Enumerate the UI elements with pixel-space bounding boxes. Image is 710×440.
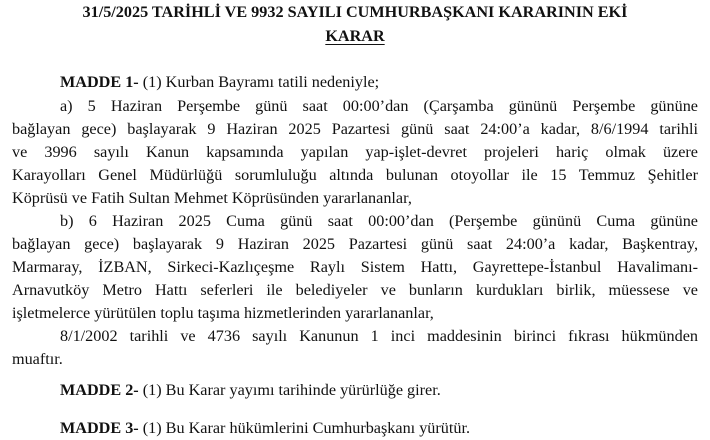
madde-1-c-line: 8/1/2002 tarihli ve 4736 sayılı Kanunun 1 inci maddesinin birinci fıkrası hükmünden (60, 327, 698, 345)
madde-1-label: MADDE 1- (60, 73, 139, 91)
madde-2-label: MADDE 2- (60, 381, 139, 399)
madde-1-c-line: muaftır. (12, 350, 63, 368)
document-title: 31/5/2025 TARİHLİ VE 9932 SAYILI CUMHURBAŞKANI KARARININ EKİ (82, 3, 628, 21)
madde-3-label: MADDE 3- (60, 419, 139, 437)
madde-3 (60, 418, 698, 438)
madde-1-a-line: bağlayan gece) başlayarak 9 Haziran 2025 Pazartesi günü saat 24:00’a kadar, 8/6/1994 tarihli (12, 120, 698, 138)
madde-2-text: (1) Bu Karar yayımı tarihinde yürürlüğe girer. (138, 381, 441, 399)
madde-1-intro (60, 72, 698, 92)
document-subtitle: KARAR (325, 27, 385, 45)
madde-1-b-line: Marmaray, İZBAN, Sirkeci-Kazlıçeşme Raylı Sistem Hattı, Gayrettepe-İstanbul Havalimanı- (12, 258, 698, 276)
madde-1-b-line: bağlayan gece) başlayarak 9 Haziran 2025 Pazartesi günü saat 24:00’a kadar, Başkentray, (12, 235, 698, 253)
madde-1-intro-text: (1) Kurban Bayramı tatili nedeniyle; (138, 73, 380, 91)
madde-1-b-line: Arnavutköy Metro Hattı seferleri ile belediyeler ve bunların kurdukları birlik, müessese ve (12, 281, 698, 299)
madde-1-a-line: Karayolları Genel Müdürlüğü sorumluluğu altında bulunan otoyollar ile 15 Temmuz Şehitler (12, 166, 698, 184)
madde-1-a-line: Köprüsü ve Fatih Sultan Mehmet Köprüsünden yararlananlar, (12, 189, 412, 207)
madde-1-b-line: işletmelerce yürütülen toplu taşıma hizmetlerinden yararlananlar, (12, 304, 434, 322)
madde-2 (60, 380, 698, 400)
madde-1-a-line: a) 5 Haziran Perşembe günü saat 00:00’dan (Çarşamba gününü Perşembe gününe (60, 97, 698, 115)
madde-3-text: (1) Bu Karar hükümlerini Cumhurbaşkanı yürütür. (138, 419, 471, 437)
madde-1-b-line: b) 6 Haziran 2025 Cuma günü saat 00:00’dan (Perşembe gününü Cuma gününe (60, 212, 698, 230)
madde-1-a-line: ve 3996 sayılı Kanun kapsamında yapılan yap-işlet-devret projeleri hariç olmak üzere (12, 143, 698, 161)
